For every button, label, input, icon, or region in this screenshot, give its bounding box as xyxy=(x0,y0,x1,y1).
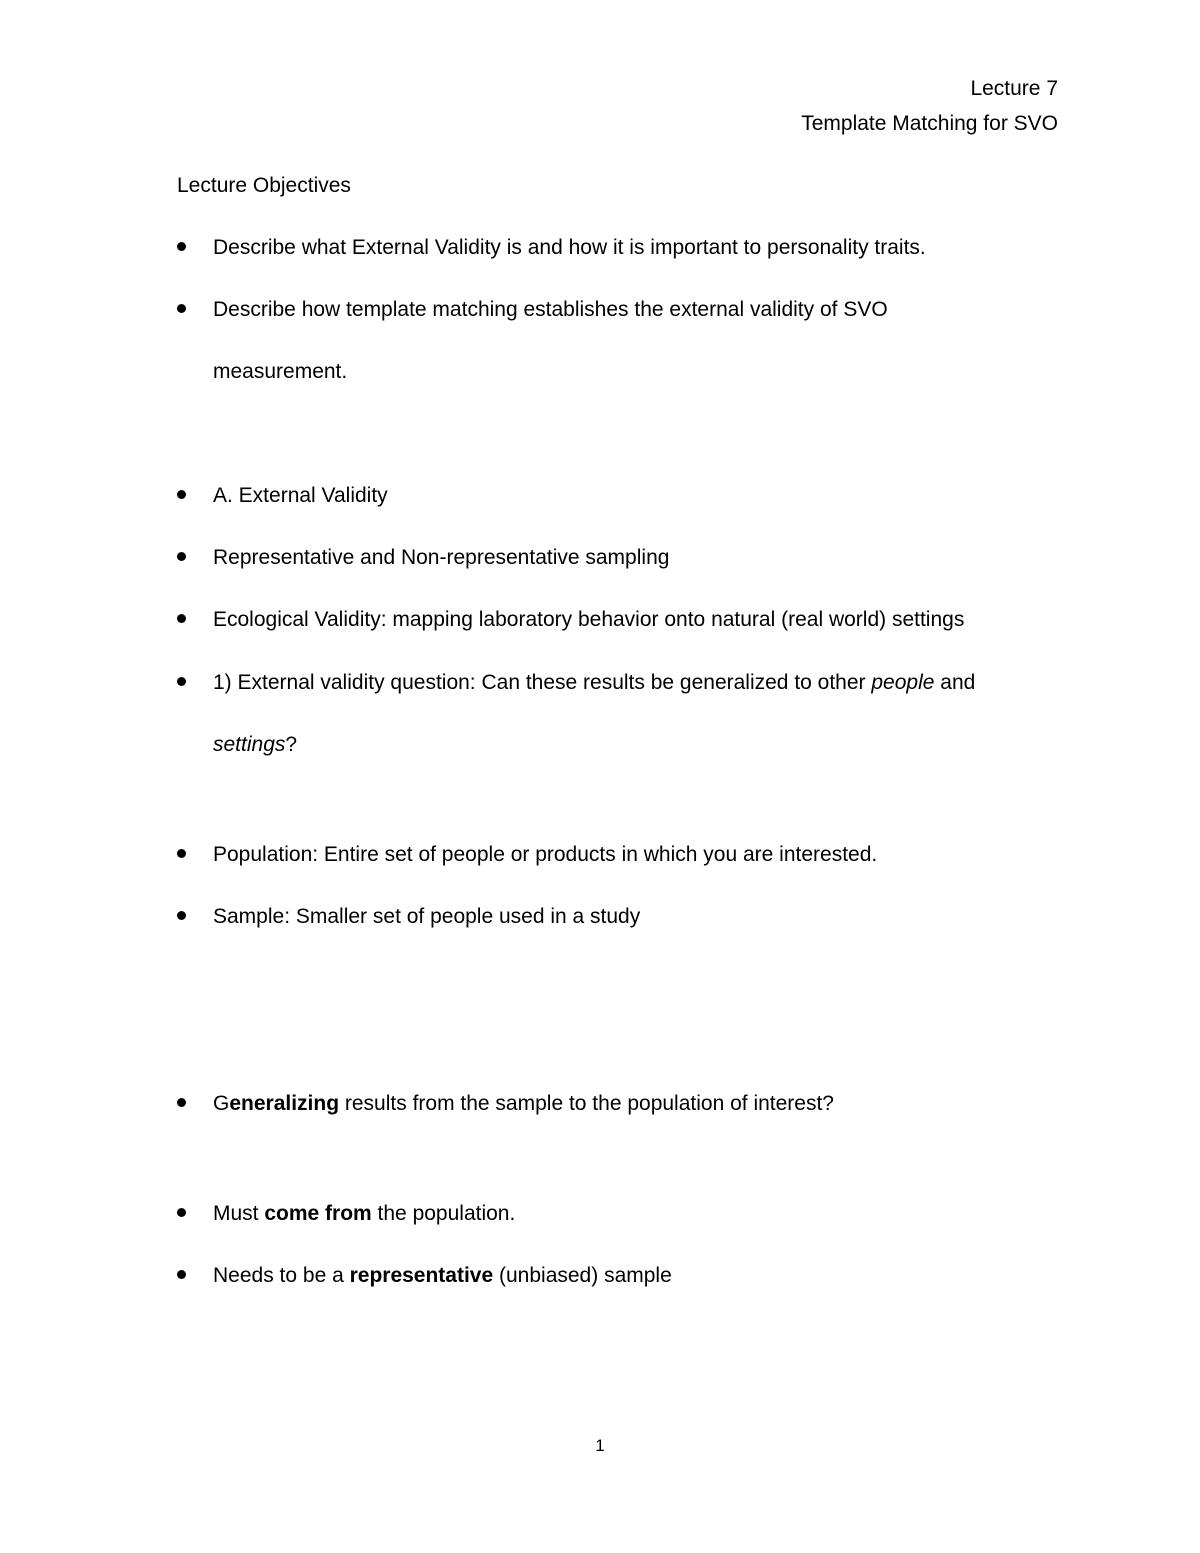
text-run: 1) External validity question: Can these results be generalized to other xyxy=(213,671,872,694)
bullet-icon xyxy=(177,242,186,251)
text-run: Describe what External Validity is and how it is important to personality traits. xyxy=(213,236,926,259)
objective-item xyxy=(177,279,1067,341)
section-a-item xyxy=(177,465,1067,527)
bullet-text xyxy=(213,1183,1067,1245)
lecture-number: Lecture 7 xyxy=(970,77,1058,100)
section-a-item xyxy=(177,652,1067,714)
text-run: settings xyxy=(213,733,286,756)
text-run: and xyxy=(934,671,976,694)
text-run: G xyxy=(213,1092,230,1115)
bullet-text xyxy=(213,1073,1067,1135)
text-run: Must xyxy=(213,1202,265,1225)
text-run: Needs to be a xyxy=(213,1264,350,1287)
bullet-text xyxy=(213,341,1067,403)
definition-item xyxy=(177,824,1067,886)
text-run: Population: Entire set of people or products in which you are interested. xyxy=(213,843,878,866)
section-a-item xyxy=(177,589,1067,651)
text-run: eneralizing xyxy=(229,1092,340,1115)
generalizing-item xyxy=(177,1073,1067,1135)
page-number: 1 xyxy=(595,1436,605,1455)
bullet-icon xyxy=(177,1208,186,1217)
bullet-icon xyxy=(177,490,186,499)
section-a-item-continuation xyxy=(177,714,1067,776)
section-a-item xyxy=(177,527,1067,589)
bullet-icon xyxy=(177,849,186,858)
bullet-text xyxy=(213,217,1067,279)
bullet-icon xyxy=(177,304,186,313)
bullet-icon xyxy=(177,677,186,686)
text-run: people xyxy=(871,671,935,694)
text-run: (unbiased) sample xyxy=(493,1264,672,1287)
text-run: Representative and Non-representative sampling xyxy=(213,546,670,569)
bullet-icon xyxy=(177,1098,186,1107)
lecture-title: Template Matching for SVO xyxy=(801,112,1058,135)
objectives-heading: Lecture Objectives xyxy=(177,174,351,197)
text-run: ? xyxy=(285,733,298,756)
definition-item xyxy=(177,886,1067,948)
bullet-text xyxy=(213,279,1067,341)
bullet-icon xyxy=(177,552,186,561)
bullet-text xyxy=(213,652,1067,714)
text-run: results from the sample to the population of interest? xyxy=(339,1092,834,1115)
generalizing-item xyxy=(177,1245,1067,1307)
text-run: Describe how template matching establishes the external validity of SVO xyxy=(213,298,888,321)
bullet-text xyxy=(213,527,1067,589)
bullet-icon xyxy=(177,614,186,623)
bullet-text xyxy=(213,465,1067,527)
text-run: Ecological Validity: mapping laboratory behavior onto natural (real world) settings xyxy=(213,608,965,631)
bullet-text xyxy=(213,886,1067,948)
text-run: come from xyxy=(264,1202,372,1225)
objective-item-continuation xyxy=(177,341,1067,403)
bullet-text xyxy=(213,1245,1067,1307)
bullet-text xyxy=(213,714,1067,776)
bullet-icon xyxy=(177,1270,186,1279)
objective-item xyxy=(177,217,1067,279)
generalizing-item xyxy=(177,1183,1067,1245)
bullet-text xyxy=(213,824,1067,886)
text-run: the population. xyxy=(371,1202,516,1225)
text-run: A. External Validity xyxy=(213,484,388,507)
bullet-text xyxy=(213,589,1067,651)
text-run: Sample: Smaller set of people used in a study xyxy=(213,905,641,928)
text-run: measurement. xyxy=(213,360,348,383)
text-run: representative xyxy=(349,1264,494,1287)
bullet-icon xyxy=(177,911,186,920)
